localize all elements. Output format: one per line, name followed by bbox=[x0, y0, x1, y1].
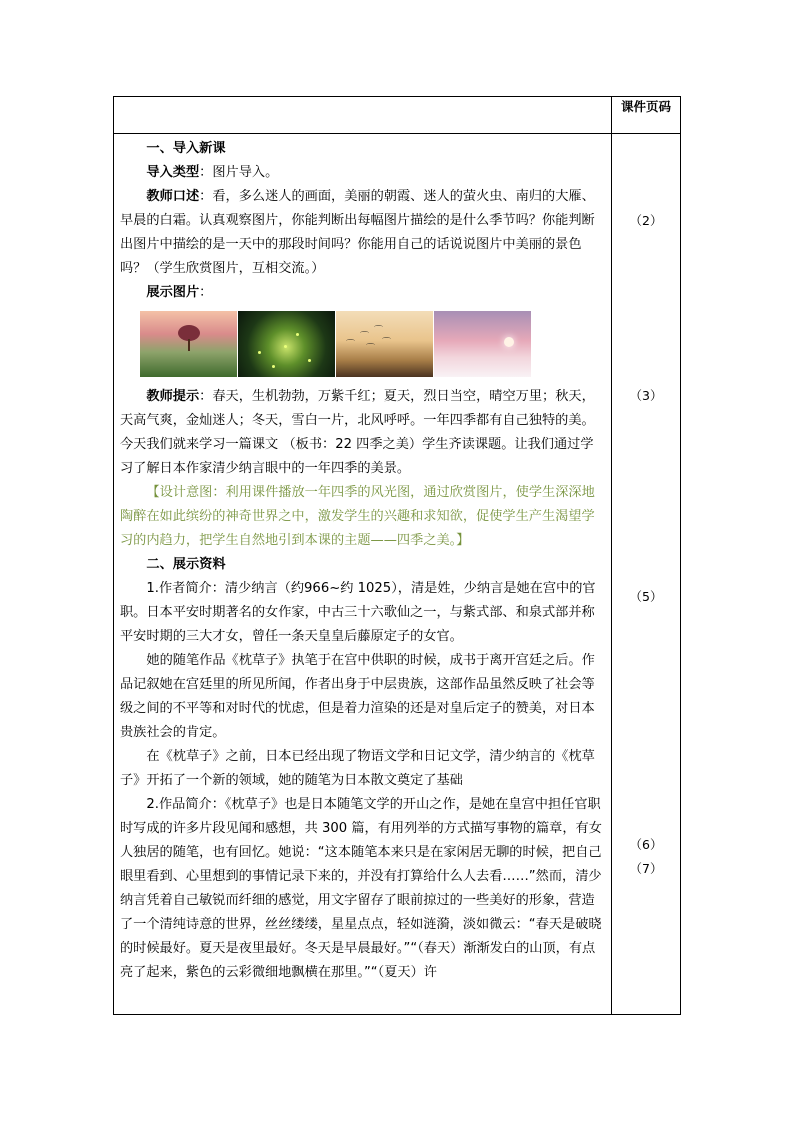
section2-title: 二、展示资料 bbox=[146, 557, 226, 572]
work-paragraph: 她的随笔作品《枕草子》执笔于在宫中供职的时候，成书于离开宫廷之后。作品记叙她在宫廷里的所见所闻，作者出身于中层贵族，这部作品虽然反映了社会等级之间的不平等和对时代的忧虑，但是着力渲染的还是对皇后定子的赞美，对日本贵族社会的肯定。 bbox=[120, 653, 595, 740]
show-label: 展示图片 bbox=[146, 285, 200, 300]
winter-photo bbox=[434, 311, 531, 377]
section1-title: 一、导入新课 bbox=[146, 141, 226, 156]
page-ref: （7） bbox=[629, 861, 663, 876]
design-note: 【设计意图：利用课件播放一年四季的风光图，通过欣赏图片，使学生深深地陶醉在如此缤纷的神奇世界之中，激发学生的兴趣和求知欲，促使学生产生渴望学习的内趋力，把学生自然地引到本课的主题——四季之美。】 bbox=[120, 485, 595, 548]
page-ref: （5） bbox=[629, 589, 663, 604]
hint-text: ：春天，生机勃勃，万紫千红；夏天，烈日当空，晴空万里；秋天，天高气爽，金灿迷人；冬天，雪白一片，北风呼呼。一年四季都有自己独特的美。今天我们就来学习一篇课文 （板书：22 四季之美）学生齐读课题。让我们通过学习了解日本作家清少纳言眼中的一年四季的美景。 bbox=[120, 389, 595, 476]
summer-photo bbox=[238, 311, 335, 377]
page-ref: （6） bbox=[629, 837, 663, 852]
background-paragraph: 在《枕草子》之前，日本已经出现了物语文学和日记文学，清少纳言的《枕草子》开拓了一个新的领域，她的随笔为日本散文奠定了基础 bbox=[120, 749, 595, 788]
type-value: ：图片导入。 bbox=[199, 165, 279, 180]
autumn-photo: ⌒ ⌒ ⌒ ⌒ ⌒ bbox=[336, 311, 433, 377]
work-intro: 2.作品简介：《枕草子》也是日本随笔文学的开山之作，是她在皇宫中担任官职时写成的许多片段见闻和感想，共 300 篇，有用列举的方式描写事物的篇章，有女人独居的随笔，也有回忆。她说：“这本随笔本来只是在家闲居无聊的时候，把自己眼里看到、心里想到的事情记录下来的，并没有打算给什么人去看……”然而，清少纳言凭着自己敏锐而纤细的感觉，用文字留存了眼前掠过的一些美好的形象，营造了一个清纯诗意的世界，丝丝缕缕，星星点点，轻如涟漪，淡如微云：“春天是破晓的时候最好。夏天是夜里最好。冬天是早晨最好。”“（春天）渐渐发白的山顶，有点亮了起来，紫色的云彩微细地飘横在那里。”“（夏天）许 bbox=[120, 797, 602, 980]
header-divider bbox=[114, 133, 680, 134]
hint-label: 教师提示 bbox=[146, 389, 200, 404]
teacher-text: ：看，多么迷人的画面，美丽的朝霞、迷人的萤火虫、南归的大雁、早晨的白霜。认真观察图片，你能判断出每幅图片描绘的是什么季节吗？你能判断出图片中描绘的是一天中的那段时间吗？你能用自己的话说说图片中美丽的景色吗？（学生欣赏图片，互相交流。） bbox=[120, 189, 595, 276]
page-ref: （3） bbox=[629, 388, 663, 403]
lesson-table bbox=[113, 96, 681, 1015]
spring-photo bbox=[140, 311, 237, 377]
lesson-content bbox=[120, 137, 606, 985]
type-label: 导入类型 bbox=[146, 165, 200, 180]
author-intro: 1.作者简介：清少纳言（约966~约 1025），清是姓，少纳言是她在宫中的官职。日本平安时期著名的女作家，中古三十六歌仙之一，与紫式部、和泉式部并称平安时期的三大才女，曾任一条天皇皇后藤原定子的女官。 bbox=[120, 581, 596, 644]
show-colon: ： bbox=[199, 285, 213, 300]
teacher-label: 教师口述 bbox=[146, 189, 200, 204]
season-photos bbox=[140, 311, 606, 377]
page-ref: （2） bbox=[629, 213, 663, 228]
page-column-header: 课件页码 bbox=[620, 99, 671, 114]
